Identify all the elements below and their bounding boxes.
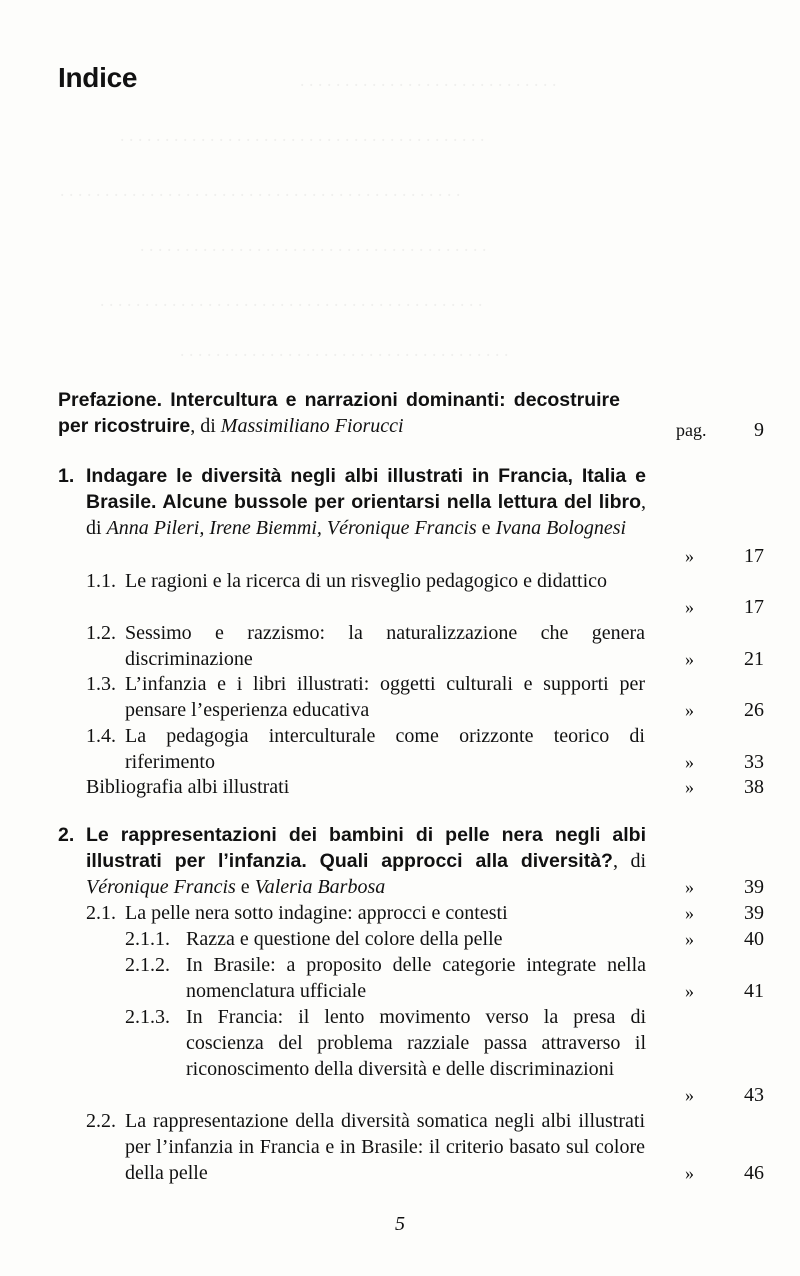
section-number: 2.1. (86, 902, 116, 924)
section-number: 2.2. (86, 1110, 116, 1132)
page-number: 41 (744, 980, 764, 1002)
toc-entry-2-1[interactable] (125, 900, 645, 926)
page-number: 17 (744, 596, 764, 618)
ditto-mark: » (685, 700, 694, 720)
page-number: 39 (744, 876, 764, 898)
page-number: 9 (754, 419, 764, 441)
entry-title: L’infanzia e i libri illustrati: oggetti culturali e supporti per pensare l’esperienza educativa (125, 673, 645, 721)
ditto-mark: » (685, 1085, 694, 1105)
entry-title: Le ragioni e la ricerca di un risveglio pedagogico e didattico (125, 570, 608, 592)
section-number: 1.4. (86, 725, 116, 747)
ditto-mark: » (685, 752, 694, 772)
entry-title: Sessimo e razzismo: la naturalizzazione che genera discriminazione (125, 622, 645, 670)
chapter-number: 1. (58, 465, 75, 487)
toc-entry-chapter-1[interactable] (86, 463, 646, 541)
page-label: pag. (676, 420, 707, 440)
ditto-mark: » (685, 981, 694, 1001)
ditto-mark: » (685, 597, 694, 617)
chapter-number: 2. (58, 824, 75, 846)
toc-entry-2-1-3[interactable] (186, 1004, 646, 1082)
entry-title: In Brasile: a proposito delle categorie integrate nella nomenclatura ufficiale (186, 954, 646, 1002)
page-number: 39 (744, 902, 764, 924)
entry-by: , di (190, 415, 221, 437)
entry-title: Le rappresentazioni dei bambini di pelle nera negli albi illustrati per l’infanzia. Quali approcci alla diversità? (86, 824, 646, 872)
entry-author-2: Ivana Bolognesi (495, 517, 627, 539)
page-number: 38 (744, 776, 764, 798)
ditto-mark: » (685, 877, 694, 897)
toc-entry-2-2[interactable] (125, 1108, 645, 1186)
subsection-number: 2.1.3. (125, 1006, 170, 1028)
page-number: 17 (744, 545, 764, 567)
ditto-mark: » (685, 1163, 694, 1183)
page-folio: 5 (395, 1213, 405, 1235)
ditto-mark: » (685, 649, 694, 669)
toc-entry-1-4[interactable] (125, 723, 645, 775)
page-number: 43 (744, 1084, 764, 1106)
entry-by: , di (612, 850, 646, 872)
entry-title: La rappresentazione della diversità somatica negli albi illustrati per l’infanzia in Francia e in Brasile: il criterio basato sul colore della pelle (125, 1110, 645, 1184)
entry-title: Prefazione. Intercultura e narrazioni dominanti: decostruire per ricostruire (58, 389, 620, 437)
toc-entry-chapter-2[interactable] (86, 822, 646, 900)
subsection-number: 2.1.1. (125, 928, 170, 950)
entry-title: La pedagogia interculturale come orizzonte teorico di riferimento (125, 725, 645, 773)
entry-and: e (235, 876, 255, 898)
toc-entry-1-3[interactable] (125, 671, 645, 723)
ditto-mark: » (685, 546, 694, 566)
ditto-mark: » (685, 903, 694, 923)
section-number: 1.3. (86, 673, 116, 695)
toc-entry-prefazione[interactable] (58, 387, 620, 439)
toc-entry-2-1-2[interactable] (186, 952, 646, 1004)
entry-title: La pelle nera sotto indagine: approcci e contesti (125, 902, 508, 924)
entry-by: , di (86, 491, 646, 539)
page-number: 33 (744, 751, 764, 773)
toc-entry-1-2[interactable] (125, 620, 645, 672)
page-title: Indice (58, 62, 138, 93)
entry-author-2: Valeria Barbosa (254, 876, 386, 898)
entry-title: Bibliografia albi illustrati (86, 776, 290, 798)
section-number: 1.1. (86, 570, 116, 592)
entry-author: Véronique Francis (86, 876, 236, 898)
page-number: 46 (744, 1162, 764, 1184)
entry-title: Indagare le diversità negli albi illustrati in Francia, Italia e Brasile. Alcune bussole per orientarsi nella lettura del libro (86, 465, 646, 513)
ditto-mark: » (685, 929, 694, 949)
subsection-number: 2.1.2. (125, 954, 170, 976)
entry-and: e (476, 517, 496, 539)
bleed-through-texture: . . . . . . . . . . . . . . . . . . . . . . . . . . . . . . . . . . . . . . . . . . . . . . . . . . . . . . . . . . . . . . . . . . . . . . . . . . . . . . . . . . . . . . . . . . . . . . . . . . . . . . . . . . . . . . . . . . . . . . . . . . . . . . . . . . . . . . . . . . . . . . . . . . . . . . . . . . . . . . . . . . . . . . . . . . . . . . . . . . . . . . . . . . . . . . . . . . . . . . . . . . . . . . . . . . . . . . . . . . . . . . . . . . . . . . . . . . (60, 70, 557, 360)
toc-entry-2-1-1[interactable] (186, 926, 646, 952)
entry-title: In Francia: il lento movimento verso la presa di coscienza del problema razziale passa attraverso il riconoscimento della diversità e delle discriminazioni (186, 1006, 646, 1080)
section-number: 1.2. (86, 622, 116, 644)
page-number: 21 (744, 648, 764, 670)
page-number: 40 (744, 928, 764, 950)
toc-entry-bibliografia[interactable] (86, 774, 646, 800)
entry-title: Razza e questione del colore della pelle (186, 928, 503, 950)
toc-entry-1-1[interactable] (125, 568, 645, 594)
page-number: 26 (744, 699, 764, 721)
entry-author: Anna Pileri, Irene Biemmi, Véronique Francis (106, 517, 477, 539)
entry-author: Massimiliano Fiorucci (220, 415, 404, 437)
ditto-mark: » (685, 777, 694, 797)
